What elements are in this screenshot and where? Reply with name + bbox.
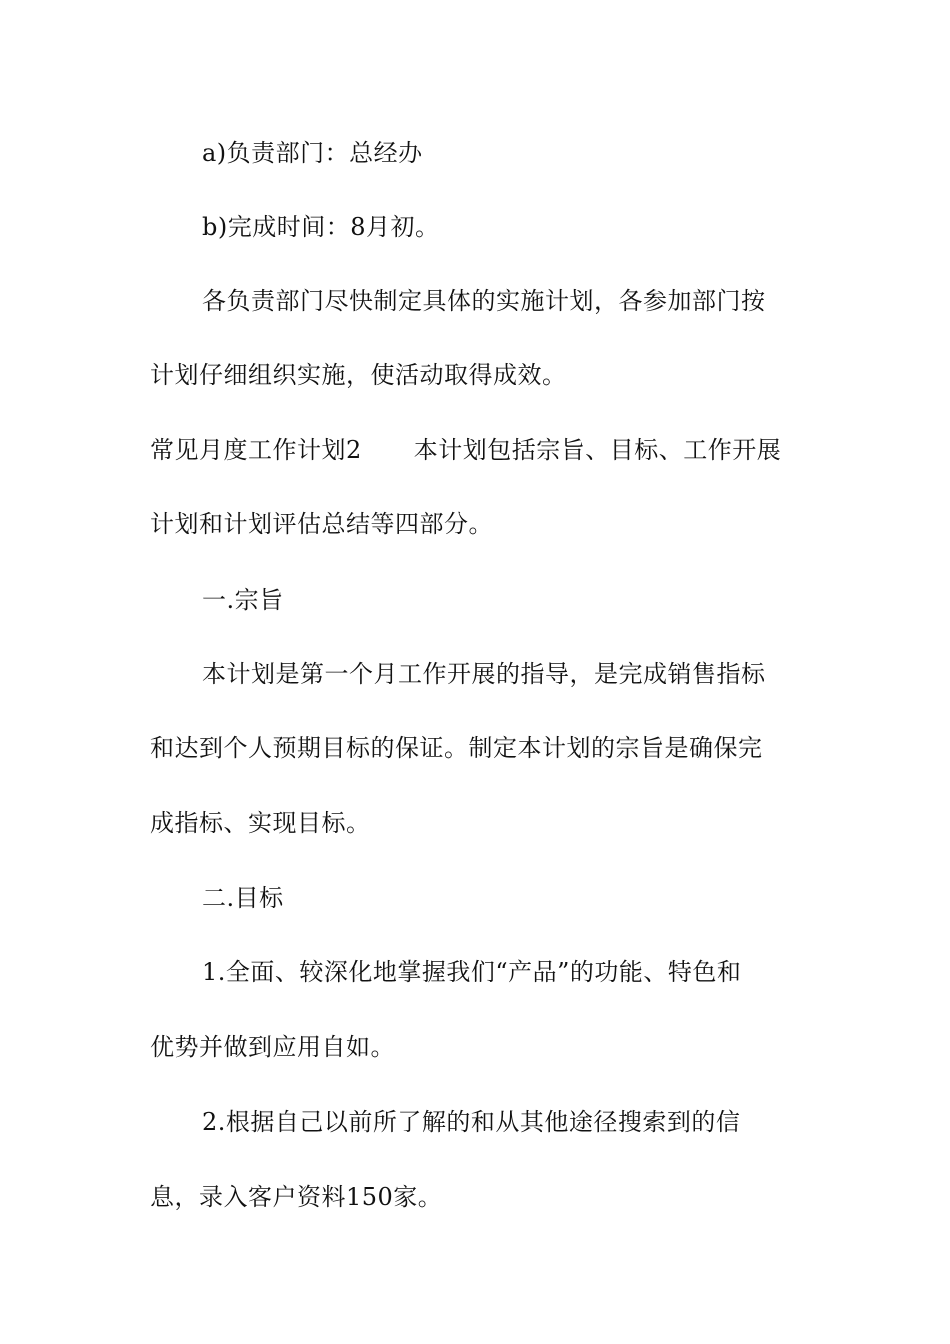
subsection-heading: 二.目标 — [202, 884, 284, 912]
paragraph-text: 本计划包括宗旨、目标、工作开展 — [413, 436, 782, 464]
paragraph-line: 各负责部门尽快制定具体的实施计划，各参加部门按 — [202, 287, 766, 315]
paragraph-line: 优势并做到应用自如。 — [150, 1033, 395, 1061]
paragraph-line: a)负责部门：总经办 — [202, 139, 423, 167]
paragraph-line: 计划仔细组织实施，使活动取得成效。 — [150, 361, 567, 389]
paragraph-line: 息，录入客户资料150家。 — [150, 1183, 443, 1211]
section-title: 常见月度工作计划2 — [150, 436, 362, 464]
paragraph-line: 成指标、实现目标。 — [150, 809, 371, 837]
paragraph-line: 和达到个人预期目标的保证。制定本计划的宗旨是确保完 — [150, 734, 763, 762]
paragraph-line: 本计划是第一个月工作开展的指导，是完成销售指标 — [202, 660, 766, 688]
paragraph-line: b)完成时间：8月初。 — [202, 213, 440, 241]
paragraph-line: 1.全面、较深化地掌握我们“产品”的功能、特色和 — [202, 958, 742, 986]
paragraph-line: 2.根据自己以前所了解的和从其他途径搜索到的信 — [202, 1108, 741, 1136]
paragraph-line: 计划和计划评估总结等四部分。 — [150, 510, 493, 538]
section-heading-line — [150, 434, 781, 466]
subsection-heading: 一.宗旨 — [202, 586, 284, 614]
